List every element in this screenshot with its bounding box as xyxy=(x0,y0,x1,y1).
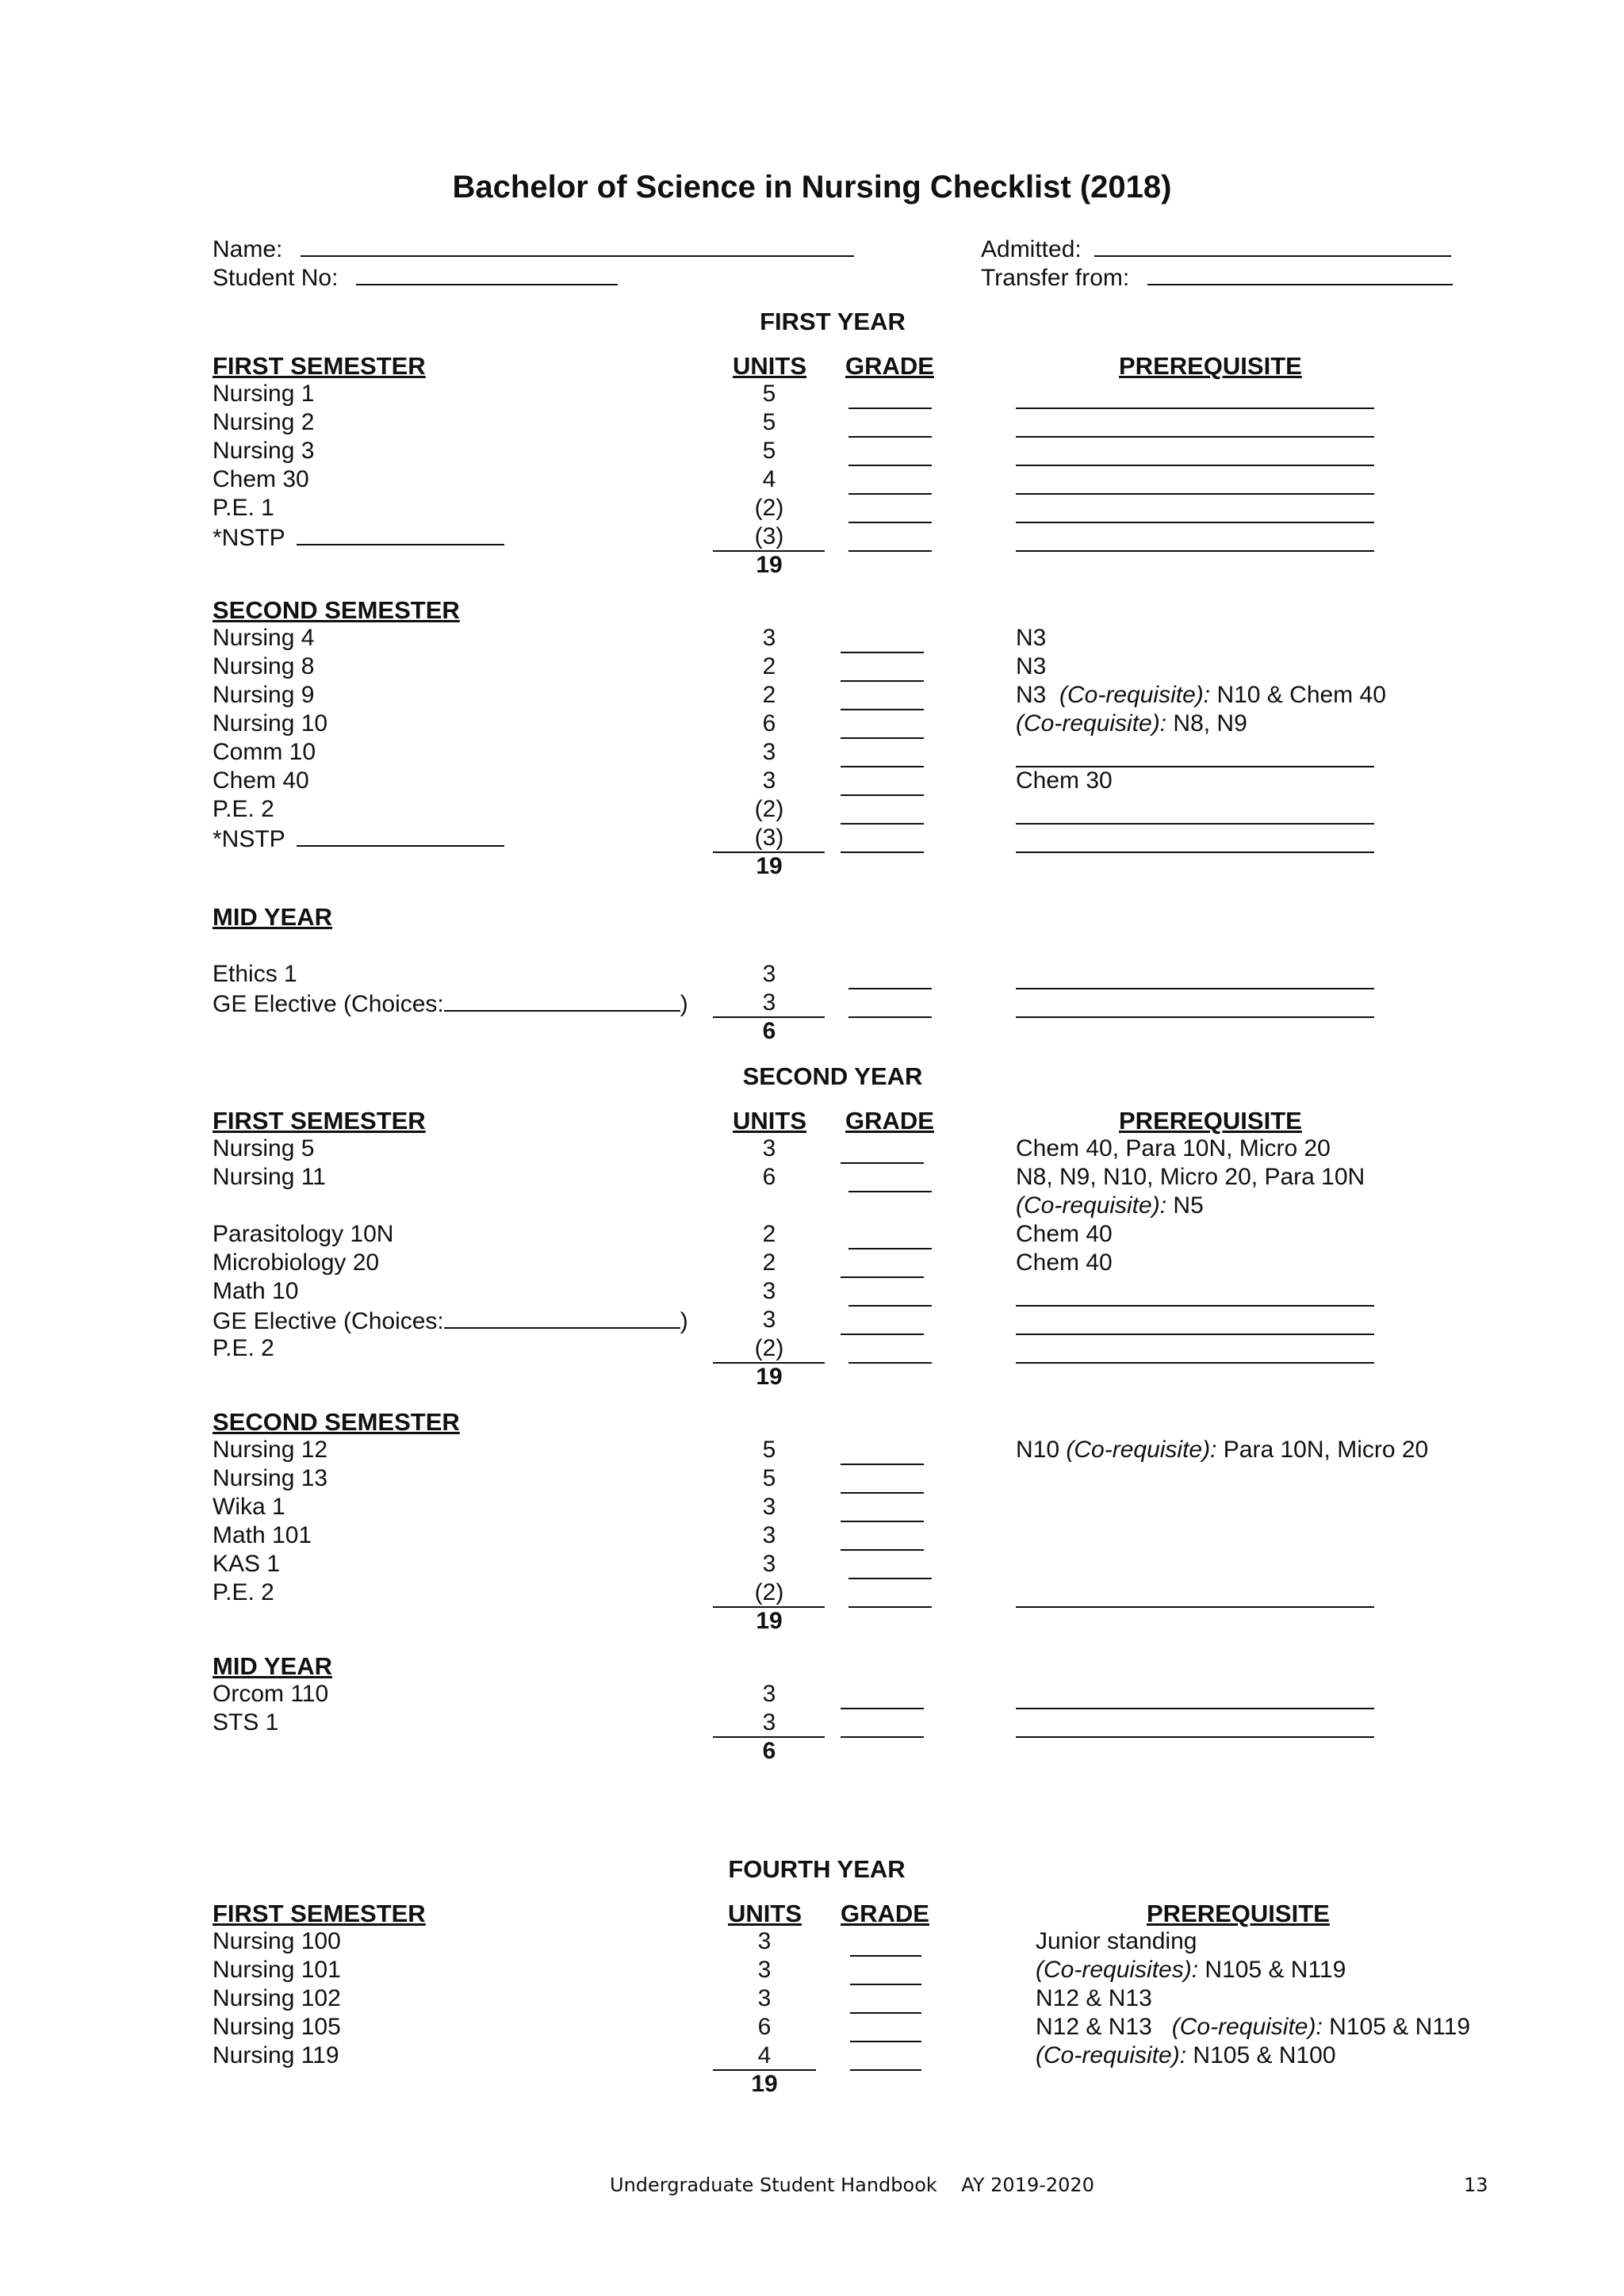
units-column-header: UNITS xyxy=(733,352,806,380)
course-name-text: *NSTP xyxy=(213,826,285,852)
footer-handbook-text: Undergraduate Student Handbook xyxy=(610,2174,937,2196)
grade-blank[interactable] xyxy=(841,1736,924,1738)
course-units: 3 xyxy=(762,767,776,794)
units-column-header: UNITS xyxy=(728,1900,802,1927)
grade-blank[interactable] xyxy=(850,2041,921,2042)
admitted-field xyxy=(981,235,1451,263)
grade-blank[interactable] xyxy=(850,1984,921,1985)
course-prereq xyxy=(1036,2042,1336,2069)
fourth-year-heading: FOURTH YEAR xyxy=(728,1855,906,1883)
grade-blank[interactable] xyxy=(841,652,924,653)
first-year-heading: FIRST YEAR xyxy=(760,308,906,335)
grade-blank[interactable] xyxy=(848,1016,932,1018)
corequisite-label: (Co-requisite): xyxy=(1016,1192,1167,1219)
course-prereq: N3 xyxy=(1016,653,1047,679)
grade-blank[interactable] xyxy=(850,2069,921,2071)
prereq-text: N10 & Chem 40 xyxy=(1216,682,1386,708)
course-units: 3 xyxy=(762,1135,776,1161)
page-title: Bachelor of Science in Nursing Checklist (2018) xyxy=(452,170,1172,205)
course-units: 6 xyxy=(757,2014,772,2040)
prereq-blank[interactable] xyxy=(1016,1736,1374,1738)
course-units: 3 xyxy=(757,1957,772,1983)
footer-handbook xyxy=(610,2174,1094,2196)
course-prereq xyxy=(1016,682,1386,709)
prereq-column-header: PREREQUISITE xyxy=(1119,352,1302,380)
semester-total: 6 xyxy=(762,1738,776,1764)
prereq-text: N8, N9 xyxy=(1173,710,1247,737)
course-units: 4 xyxy=(762,466,776,492)
course-name: Nursing 12 xyxy=(213,1437,328,1463)
name-label: Name: xyxy=(213,236,283,262)
course-name: Nursing 11 xyxy=(213,1164,326,1190)
prereq-blank[interactable] xyxy=(1016,493,1374,495)
course-units: 3 xyxy=(762,1278,776,1304)
course-units: (2) xyxy=(754,1335,784,1361)
course-name: Nursing 101 xyxy=(213,1957,341,1983)
sy-sem2-heading: SECOND SEMESTER xyxy=(213,1408,460,1436)
grade-blank[interactable] xyxy=(841,766,924,767)
prereq-blank[interactable] xyxy=(1016,408,1374,409)
units-column-header: UNITS xyxy=(733,1107,806,1135)
grade-blank[interactable] xyxy=(850,1955,921,1957)
transfer-blank[interactable] xyxy=(1147,263,1453,285)
course-units: 3 xyxy=(762,989,776,1016)
course-name: Nursing 5 xyxy=(213,1135,315,1161)
course-units: 2 xyxy=(762,1221,776,1247)
course-prereq xyxy=(1036,2014,1470,2041)
course-prereq: Chem 40 xyxy=(1016,1221,1113,1247)
grade-blank[interactable] xyxy=(848,1305,932,1307)
nstp-blank[interactable] xyxy=(297,523,504,545)
elective-choices-blank[interactable] xyxy=(444,1307,680,1329)
grade-blank[interactable] xyxy=(841,794,924,796)
grade-blank[interactable] xyxy=(841,1276,924,1278)
prereq-blank[interactable] xyxy=(1016,1708,1374,1709)
corequisite-label: (Co-requisites): xyxy=(1036,1957,1199,1983)
corequisite-label: (Co-requisite): xyxy=(1036,2042,1187,2068)
course-units: 3 xyxy=(757,1985,772,2011)
course-units: 2 xyxy=(762,1249,776,1276)
grade-blank[interactable] xyxy=(848,988,932,989)
course-corequisite xyxy=(1016,1192,1204,1219)
course-units: 3 xyxy=(762,1551,776,1577)
grade-blank[interactable] xyxy=(848,1578,932,1579)
course-name-text: *NSTP xyxy=(213,525,285,551)
course-units: 3 xyxy=(762,1522,776,1548)
semester-total: 19 xyxy=(756,552,783,578)
student-no-label: Student No: xyxy=(213,265,339,291)
prereq-column-header: PREREQUISITE xyxy=(1119,1107,1302,1135)
course-name: Comm 10 xyxy=(213,739,316,765)
prereq-text: N105 & N119 xyxy=(1329,2014,1471,2040)
course-name: Nursing 4 xyxy=(213,625,315,651)
course-units: 6 xyxy=(762,1164,776,1190)
course-name-text: GE Elective (Choices: xyxy=(213,1308,444,1334)
course-prereq: N3 xyxy=(1016,625,1047,651)
elective-choices-blank[interactable] xyxy=(444,989,680,1012)
course-units: 3 xyxy=(762,1709,776,1735)
course-name: Wika 1 xyxy=(213,1494,285,1520)
grade-blank[interactable] xyxy=(848,1248,932,1249)
grade-blank[interactable] xyxy=(848,408,932,409)
grade-blank[interactable] xyxy=(848,436,932,438)
prereq-blank[interactable] xyxy=(1016,988,1374,989)
course-units: 3 xyxy=(762,625,776,651)
course-name: P.E. 2 xyxy=(213,1579,274,1605)
prereq-text: N3 xyxy=(1016,682,1047,708)
student-no-field xyxy=(213,263,618,292)
sy-sem1-heading: FIRST SEMESTER xyxy=(213,1107,426,1135)
grade-blank[interactable] xyxy=(841,1334,924,1335)
footer-year: AY 2019-2020 xyxy=(961,2174,1094,2196)
course-units: 3 xyxy=(762,961,776,987)
course-name: P.E. 1 xyxy=(213,495,274,521)
corequisite-label: (Co-requisite): xyxy=(1059,682,1211,708)
prereq-text: N10 xyxy=(1016,1437,1060,1463)
grade-blank[interactable] xyxy=(848,550,932,552)
fy-sem1-heading: FIRST SEMESTER xyxy=(213,352,426,380)
course-name: Nursing 100 xyxy=(213,1928,341,1954)
course-name: Orcom 110 xyxy=(213,1681,329,1707)
prereq-blank[interactable] xyxy=(1016,1016,1374,1018)
name-blank[interactable] xyxy=(301,235,854,257)
grade-column-header: GRADE xyxy=(841,1900,929,1927)
course-prereq xyxy=(1016,1437,1428,1464)
course-name xyxy=(213,989,688,1018)
grade-blank[interactable] xyxy=(848,1606,932,1608)
course-name: STS 1 xyxy=(213,1709,279,1735)
grade-blank[interactable] xyxy=(848,1191,932,1192)
close-paren: ) xyxy=(680,991,688,1017)
grade-blank[interactable] xyxy=(841,851,924,853)
course-name: Math 10 xyxy=(213,1278,299,1304)
prereq-blank[interactable] xyxy=(1016,436,1374,438)
prereq-blank[interactable] xyxy=(1016,823,1374,825)
course-units: (2) xyxy=(754,495,784,521)
course-name: Nursing 102 xyxy=(213,1985,341,2011)
course-prereq: Chem 40, Para 10N, Micro 20 xyxy=(1016,1135,1331,1161)
grade-column-header: GRADE xyxy=(845,1107,934,1135)
course-units: 3 xyxy=(762,739,776,765)
course-name xyxy=(213,825,504,853)
course-name: P.E. 2 xyxy=(213,1335,274,1361)
course-prereq: N12 & N13 xyxy=(1036,1985,1152,2011)
course-units: (2) xyxy=(754,796,784,822)
course-units: 5 xyxy=(762,438,776,464)
fy-midyear-heading: MID YEAR xyxy=(213,903,333,931)
grade-blank[interactable] xyxy=(848,465,932,466)
grade-blank[interactable] xyxy=(841,1464,924,1465)
course-name xyxy=(213,1307,688,1335)
prereq-blank[interactable] xyxy=(1016,1334,1374,1335)
grade-blank[interactable] xyxy=(841,1492,924,1494)
semester-total: 19 xyxy=(751,2071,778,2097)
corequisite-label: (Co-requisite): xyxy=(1171,2014,1323,2040)
prereq-text: N105 & N100 xyxy=(1193,2042,1336,2068)
page-number: 13 xyxy=(1464,2174,1488,2196)
admitted-label: Admitted: xyxy=(981,236,1082,262)
course-name-text: GE Elective (Choices: xyxy=(213,991,444,1017)
course-name: P.E. 2 xyxy=(213,796,274,822)
course-units: (2) xyxy=(754,1579,784,1605)
prereq-text: N105 & N119 xyxy=(1205,1957,1346,1983)
course-units: (3) xyxy=(754,523,784,549)
student-no-blank[interactable] xyxy=(356,263,618,285)
admitted-blank[interactable] xyxy=(1094,235,1451,257)
course-prereq: Chem 40 xyxy=(1016,1249,1113,1276)
course-prereq: Chem 30 xyxy=(1016,767,1113,794)
course-name: Math 101 xyxy=(213,1522,312,1548)
course-prereq: N8, N9, N10, Micro 20, Para 10N xyxy=(1016,1164,1365,1190)
grade-blank[interactable] xyxy=(848,1362,932,1364)
grade-blank[interactable] xyxy=(848,522,932,523)
semester-total: 6 xyxy=(762,1018,776,1044)
grade-blank[interactable] xyxy=(841,680,924,682)
course-name: Nursing 8 xyxy=(213,653,315,679)
prereq-blank[interactable] xyxy=(1016,550,1374,552)
corequisite-label: (Co-requisite): xyxy=(1066,1437,1217,1463)
course-units: 4 xyxy=(757,2042,772,2068)
course-prereq xyxy=(1036,1957,1346,1984)
prereq-blank[interactable] xyxy=(1016,465,1374,466)
prereq-text: N12 & N13 xyxy=(1036,2014,1152,2040)
semester-total: 19 xyxy=(756,853,783,879)
grade-blank[interactable] xyxy=(850,2012,921,2014)
course-units: 3 xyxy=(762,1494,776,1520)
course-prereq: Junior standing xyxy=(1036,1928,1197,1954)
fourth-sem1-heading: FIRST SEMESTER xyxy=(213,1900,426,1927)
second-year-heading: SECOND YEAR xyxy=(742,1062,923,1090)
prereq-blank[interactable] xyxy=(1016,1305,1374,1307)
course-name: Nursing 105 xyxy=(213,2014,341,2040)
course-units: 5 xyxy=(762,381,776,407)
grade-blank[interactable] xyxy=(841,1521,924,1522)
course-name: Ethics 1 xyxy=(213,961,297,987)
fy-sem2-heading: SECOND SEMESTER xyxy=(213,596,460,624)
course-units: 3 xyxy=(757,1928,772,1954)
course-name: Chem 40 xyxy=(213,767,309,794)
course-units: 5 xyxy=(762,1437,776,1463)
prereq-blank[interactable] xyxy=(1016,522,1374,523)
transfer-label: Transfer from: xyxy=(981,265,1130,291)
prereq-text: Para 10N, Micro 20 xyxy=(1223,1437,1429,1463)
prereq-text: N5 xyxy=(1173,1192,1204,1219)
name-field xyxy=(213,235,854,263)
grade-column-header: GRADE xyxy=(845,352,934,380)
course-units: 2 xyxy=(762,682,776,708)
grade-blank[interactable] xyxy=(841,1162,924,1164)
prereq-blank[interactable] xyxy=(1016,851,1374,853)
course-units: (3) xyxy=(754,825,784,851)
course-name: Chem 30 xyxy=(213,466,309,492)
course-name: Nursing 119 xyxy=(213,2042,339,2068)
transfer-field xyxy=(981,263,1453,292)
course-units: 2 xyxy=(762,653,776,679)
course-units: 5 xyxy=(762,409,776,435)
nstp-blank[interactable] xyxy=(297,825,504,847)
prereq-blank[interactable] xyxy=(1016,1606,1374,1608)
grade-blank[interactable] xyxy=(841,709,924,710)
course-units: 5 xyxy=(762,1465,776,1491)
corequisite-label: (Co-requisite): xyxy=(1016,710,1167,737)
course-units: 3 xyxy=(762,1307,776,1333)
grade-blank[interactable] xyxy=(841,1708,924,1709)
course-name: Nursing 3 xyxy=(213,438,315,464)
course-name: Nursing 9 xyxy=(213,682,315,708)
course-name: KAS 1 xyxy=(213,1551,281,1577)
prereq-column-header: PREREQUISITE xyxy=(1147,1900,1330,1927)
grade-blank[interactable] xyxy=(841,1549,924,1551)
course-name: Nursing 13 xyxy=(213,1465,328,1491)
course-prereq xyxy=(1016,710,1247,737)
course-name: Nursing 2 xyxy=(213,409,315,435)
close-paren: ) xyxy=(680,1308,688,1334)
course-name: Parasitology 10N xyxy=(213,1221,394,1247)
grade-blank[interactable] xyxy=(848,493,932,495)
semester-total: 19 xyxy=(756,1608,783,1634)
grade-blank[interactable] xyxy=(841,737,924,739)
course-name: Microbiology 20 xyxy=(213,1249,380,1276)
course-name: Nursing 10 xyxy=(213,710,328,737)
course-units: 6 xyxy=(762,710,776,737)
grade-blank[interactable] xyxy=(841,823,924,825)
course-name: Nursing 1 xyxy=(213,381,315,407)
sy-midyear-heading: MID YEAR xyxy=(213,1652,333,1680)
semester-total: 19 xyxy=(756,1364,783,1390)
course-units: 3 xyxy=(762,1681,776,1707)
prereq-blank[interactable] xyxy=(1016,1362,1374,1364)
course-name xyxy=(213,523,504,552)
